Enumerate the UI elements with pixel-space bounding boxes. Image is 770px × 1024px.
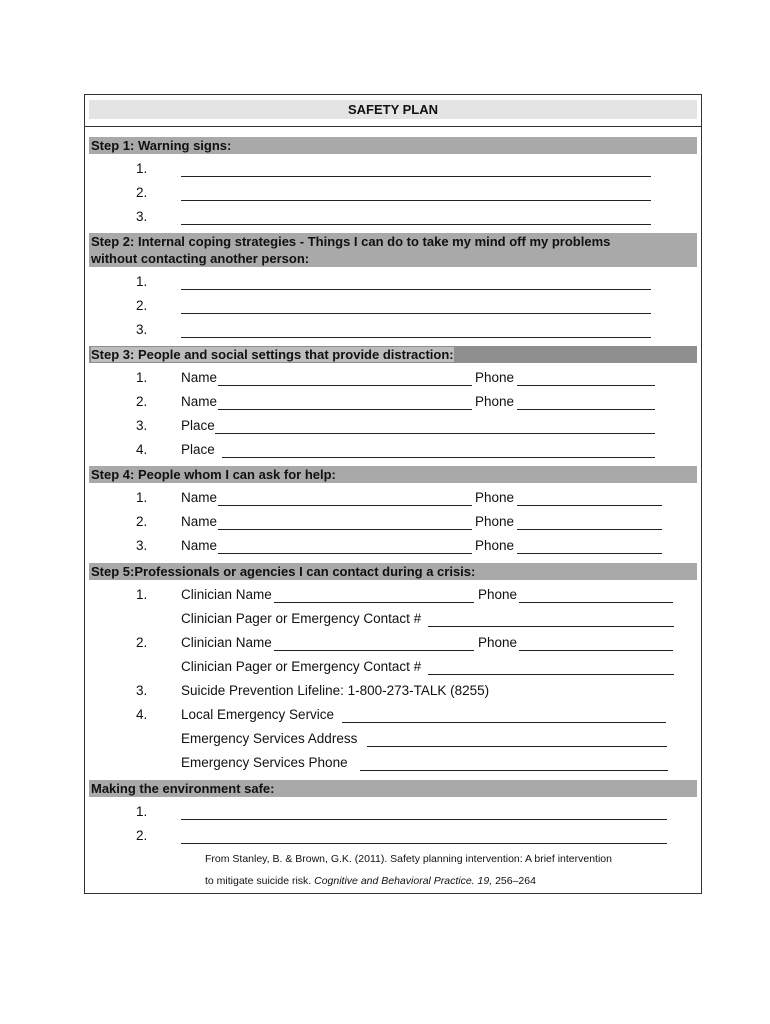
step5-item-number: 2. (136, 635, 148, 650)
step4-name-field[interactable] (218, 505, 472, 506)
step5-phone-field[interactable] (519, 650, 673, 651)
step3-name-field[interactable] (218, 385, 472, 386)
step5-pager-field[interactable] (428, 626, 674, 627)
step5-clinician-name-field[interactable] (274, 602, 474, 603)
step3-phone-label: Phone (475, 394, 515, 409)
step5-emergency-address-label: Emergency Services Address (181, 731, 358, 746)
safety-plan-form (84, 94, 702, 894)
step5-emergency-phone-field[interactable] (360, 770, 668, 771)
environment-blank-line[interactable] (181, 843, 667, 844)
step2-item-number: 2. (136, 298, 148, 313)
environment-heading: Making the environment safe: (89, 780, 697, 797)
step5-heading: Step 5:Professionals or agencies I can contact during a crisis: (89, 563, 697, 580)
step5-item-number: 4. (136, 707, 148, 722)
citation-pages: 256–264 (492, 875, 536, 887)
step5-clinician-name-label: Clinician Name (181, 587, 272, 602)
step1-blank-line[interactable] (181, 224, 651, 225)
step1-item-number: 3. (136, 209, 148, 224)
step2-item-number: 3. (136, 322, 148, 337)
page-title: SAFETY PLAN (89, 100, 697, 119)
step3-heading (89, 346, 697, 363)
step3-item-number: 3. (136, 418, 148, 433)
step5-emergency-phone-label: Emergency Services Phone (181, 755, 348, 770)
step5-item-number: 1. (136, 587, 148, 602)
citation-prefix: to mitigate suicide risk. (205, 875, 315, 887)
step5-pager-label: Clinician Pager or Emergency Contact # (181, 659, 422, 674)
step3-phone-field[interactable] (517, 385, 655, 386)
step1-item-number: 2. (136, 185, 148, 200)
citation-journal: Cognitive and Behavioral Practice. 19, (314, 875, 493, 887)
step1-item-number: 1. (136, 161, 148, 176)
step4-name-label: Name (181, 490, 218, 505)
step4-phone-field[interactable] (517, 529, 662, 530)
environment-blank-line[interactable] (181, 819, 667, 820)
step2-blank-line[interactable] (181, 313, 651, 314)
step4-name-label: Name (181, 514, 218, 529)
step3-phone-label: Phone (475, 370, 515, 385)
step4-phone-label: Phone (475, 538, 515, 553)
step3-name-label: Name (181, 394, 218, 409)
step4-item-number: 2. (136, 514, 148, 529)
step5-lifeline: Suicide Prevention Lifeline: 1-800-273-TALK (8255) (181, 683, 490, 698)
step3-name-label: Name (181, 370, 218, 385)
step5-phone-field[interactable] (519, 602, 673, 603)
step5-local-emergency-label: Local Emergency Service (181, 707, 335, 722)
step3-name-field[interactable] (218, 409, 472, 410)
step5-phone-label: Phone (478, 635, 518, 650)
step5-pager-label: Clinician Pager or Emergency Contact # (181, 611, 422, 626)
step3-place-label: Place (181, 418, 215, 433)
step4-phone-field[interactable] (517, 505, 662, 506)
step4-phone-field[interactable] (517, 553, 662, 554)
step3-place-field[interactable] (215, 433, 655, 434)
step4-item-number: 3. (136, 538, 148, 553)
step4-name-field[interactable] (218, 553, 472, 554)
citation-line1: From Stanley, B. & Brown, G.K. (2011). Safety planning intervention: A brief intervention (205, 853, 612, 865)
step4-item-number: 1. (136, 490, 148, 505)
step3-item-number: 2. (136, 394, 148, 409)
step5-item-number: 3. (136, 683, 148, 698)
step3-item-number: 4. (136, 442, 148, 457)
step4-name-field[interactable] (218, 529, 472, 530)
step5-phone-label: Phone (478, 587, 518, 602)
title-divider (84, 126, 702, 127)
step1-blank-line[interactable] (181, 200, 651, 201)
step4-name-label: Name (181, 538, 218, 553)
step4-heading: Step 4: People whom I can ask for help: (89, 466, 697, 483)
step3-phone-field[interactable] (517, 409, 655, 410)
step2-blank-line[interactable] (181, 289, 651, 290)
step3-place-label: Place (181, 442, 215, 457)
step1-heading: Step 1: Warning signs: (89, 137, 697, 154)
step4-phone-label: Phone (475, 514, 515, 529)
environment-item-number: 1. (136, 804, 148, 819)
step5-clinician-name-label: Clinician Name (181, 635, 272, 650)
step3-item-number: 1. (136, 370, 148, 385)
citation-line2 (205, 874, 536, 888)
step3-heading-text: Step 3: People and social settings that provide distraction: (91, 347, 454, 362)
step5-pager-field[interactable] (428, 674, 674, 675)
step5-emergency-address-field[interactable] (367, 746, 667, 747)
step5-local-emergency-field[interactable] (342, 722, 666, 723)
step2-heading (89, 233, 697, 267)
step2-heading-line2: without contacting another person: (91, 251, 310, 266)
step4-phone-label: Phone (475, 490, 515, 505)
step5-clinician-name-field[interactable] (274, 650, 474, 651)
step2-heading-line1: Step 2: Internal coping strategies - Things I can do to take my mind off my problems (91, 234, 611, 249)
step2-blank-line[interactable] (181, 337, 651, 338)
step3-place-field[interactable] (222, 457, 655, 458)
step2-item-number: 1. (136, 274, 148, 289)
step1-blank-line[interactable] (181, 176, 651, 177)
environment-item-number: 2. (136, 828, 148, 843)
